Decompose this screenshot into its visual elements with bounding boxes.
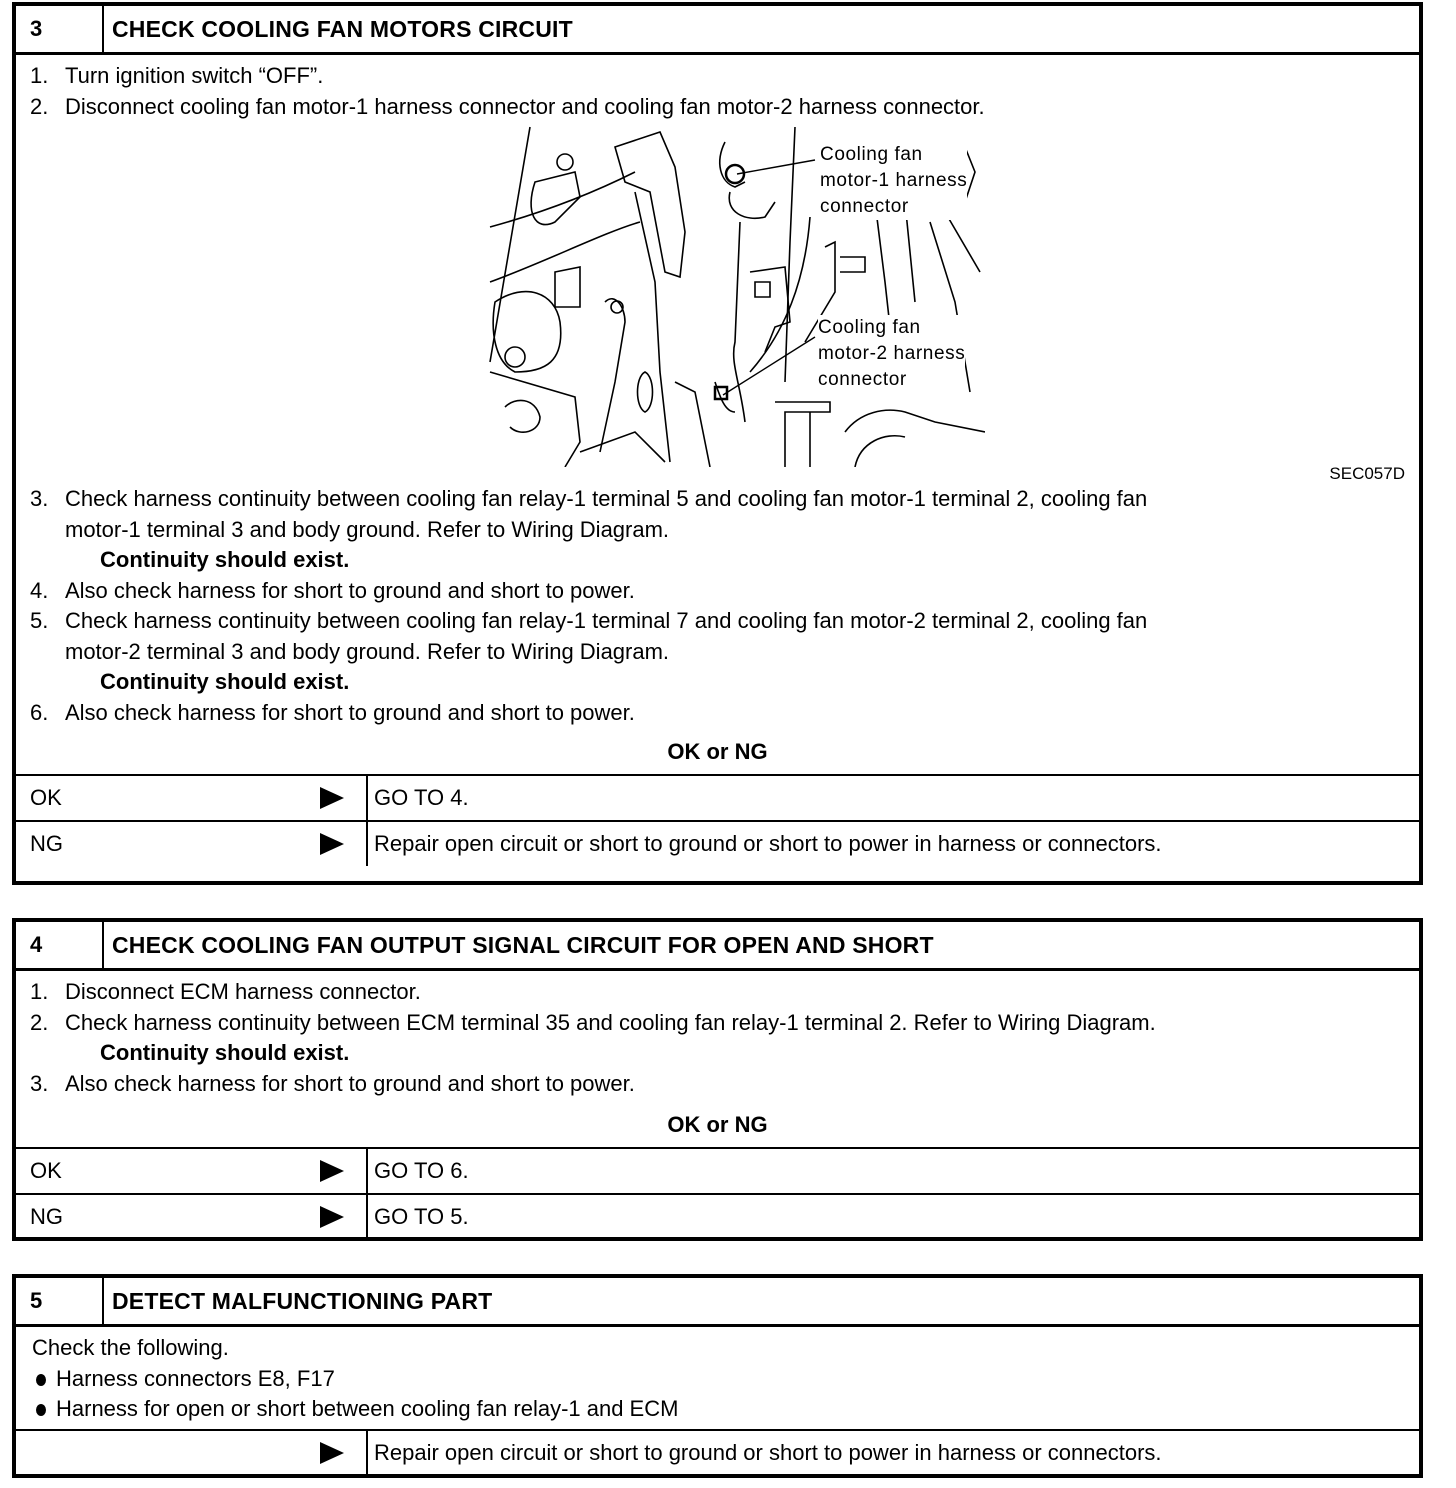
instruction-item: 2. Disconnect cooling fan motor-1 harness connector and cooling fan motor-2 harness connector. [30,93,985,119]
instruction-item: 1. Disconnect ECM harness connector. [30,979,421,1004]
result-label: OK [30,1158,62,1183]
result-row-ng [16,1193,1419,1239]
step-3-table [12,2,1423,885]
result-row [16,1429,1419,1475]
result-row-ng [16,820,1419,866]
arrow-right-icon [320,787,344,809]
bullet-icon [36,1374,46,1386]
step-4-table [12,918,1423,1241]
step-header [16,922,1419,971]
arrow-right-icon [320,1442,344,1464]
step-title: DETECT MALFUNCTIONING PART [112,1288,493,1314]
instruction-continuation: motor-2 terminal 3 and body ground. Refer to Wiring Diagram. [65,638,670,664]
result-action: GO TO 6. [366,1149,1419,1193]
step-number: 5 [16,1278,104,1324]
instruction-item: 5. Check harness continuity between cooling fan relay-1 terminal 7 and cooling fan motor-2 terminal 2, cooling fan [30,608,1148,633]
intro-text: Check the following. [32,1335,229,1360]
motor-1-connector-callout: Cooling fan motor-1 harness connector [820,142,967,220]
instruction-item: 4. Also check harness for short to ground and short to power. [30,577,635,603]
instruction-item: 1. Turn ignition switch “OFF”. [30,63,324,88]
step-body [16,1327,1419,1429]
step-title: CHECK COOLING FAN MOTORS CIRCUIT [112,16,573,42]
expected-result: Continuity should exist. [100,669,350,694]
step-title: CHECK COOLING FAN OUTPUT SIGNAL CIRCUIT FOR OPEN AND SHORT [112,932,934,958]
step-number: 3 [16,6,104,52]
result-action: Repair open circuit or short to ground or short to power in harness or connectors. [366,822,1419,866]
connector-location-figure [30,122,1419,484]
motor-2-connector-callout: Cooling fan motor-2 harness connector [818,315,965,393]
figure-code: SEC057D [1329,464,1405,483]
step-header [16,6,1419,55]
result-action: Repair open circuit or short to ground or short to power in harness or connectors. [366,1431,1419,1475]
arrow-right-icon [320,1160,344,1182]
result-row-ok [16,774,1419,820]
instruction-item: 3. Check harness continuity between cooling fan relay-1 terminal 5 and cooling fan motor-1 terminal 2, cooling fan [30,486,1148,511]
bullet-item: Harness for open or short between cooling fan relay-1 and ECM [32,1394,1419,1425]
instruction-item: 2. Check harness continuity between ECM terminal 35 and cooling fan relay-1 terminal 2. Refer to Wiring Diagram. [30,1009,1156,1035]
step-number: 4 [16,922,104,968]
bullet-item: Harness connectors E8, F17 [32,1364,1419,1395]
expected-result: Continuity should exist. [100,1040,350,1065]
result-action: GO TO 4. [366,776,1419,820]
result-label: NG [30,831,63,856]
result-row-ok [16,1147,1419,1193]
instruction-item: 6. Also check harness for short to ground and short to power. [30,699,635,725]
arrow-right-icon [320,833,344,855]
ok-or-ng-heading: OK or NG [667,739,768,764]
step-header [16,1278,1419,1327]
ok-or-ng-heading: OK or NG [667,1112,768,1137]
step-5-table [12,1274,1423,1478]
step-body [16,971,1419,1147]
instruction-item: 3. Also check harness for short to ground and short to power. [30,1070,635,1096]
step-body [16,55,1419,774]
result-action: GO TO 5. [366,1195,1419,1239]
expected-result: Continuity should exist. [100,547,350,572]
result-label: OK [30,785,62,810]
bullet-icon [36,1404,46,1416]
instruction-continuation: motor-1 terminal 3 and body ground. Refer to Wiring Diagram. [65,516,670,542]
arrow-right-icon [320,1206,344,1228]
result-label: NG [30,1204,63,1229]
